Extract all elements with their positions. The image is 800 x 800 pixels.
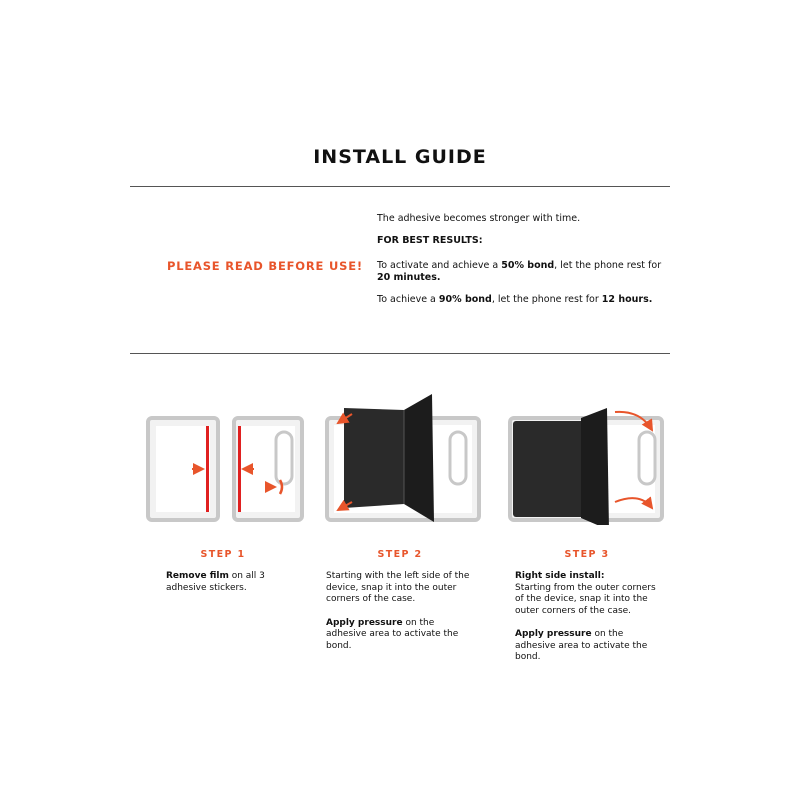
step1-illustration [145,390,305,525]
info-50-bond: To activate and achieve a 50% bond, let the phone rest for 20 minutes. [377,260,662,283]
phone-right-half [581,408,609,525]
warning-heading: PLEASE READ BEFORE USE! [167,259,363,273]
camera-cutout [639,432,655,484]
page-title: INSTALL GUIDE [313,146,487,168]
info-subhead: FOR BEST RESULTS: [377,235,483,246]
step3-text: Right side install: Starting from the outer corners of the device, snap it into the outer corners of the case. Apply pressure on the adhesive area to activate the bond. [515,571,656,662]
adhesive-info [377,213,677,316]
step2-label: STEP 2 [377,549,423,560]
adhesive-strip-right [238,426,241,512]
step2-text: Starting with the left side of the device, snap it into the outer corners of the case. Apply pressure on the adhesive area to activate the bond. [326,571,470,651]
phone-device [344,408,404,508]
camera-cutout [450,432,466,484]
adhesive-strip-left [206,426,209,512]
step1-text: Remove film on all 3 adhesive stickers. [166,571,265,593]
info-90-bond: To achieve a 90% bond, let the phone rest for 12 hours. [377,294,653,305]
top-divider [130,186,670,187]
step3-illustration [505,390,670,525]
bottom-divider [130,353,670,354]
step1-label: STEP 1 [200,549,246,560]
camera-cutout [276,432,292,484]
info-line: The adhesive becomes stronger with time. [377,213,581,224]
phone-left-half [513,421,585,517]
step3-label: STEP 3 [564,549,610,560]
step2-illustration [322,390,487,525]
